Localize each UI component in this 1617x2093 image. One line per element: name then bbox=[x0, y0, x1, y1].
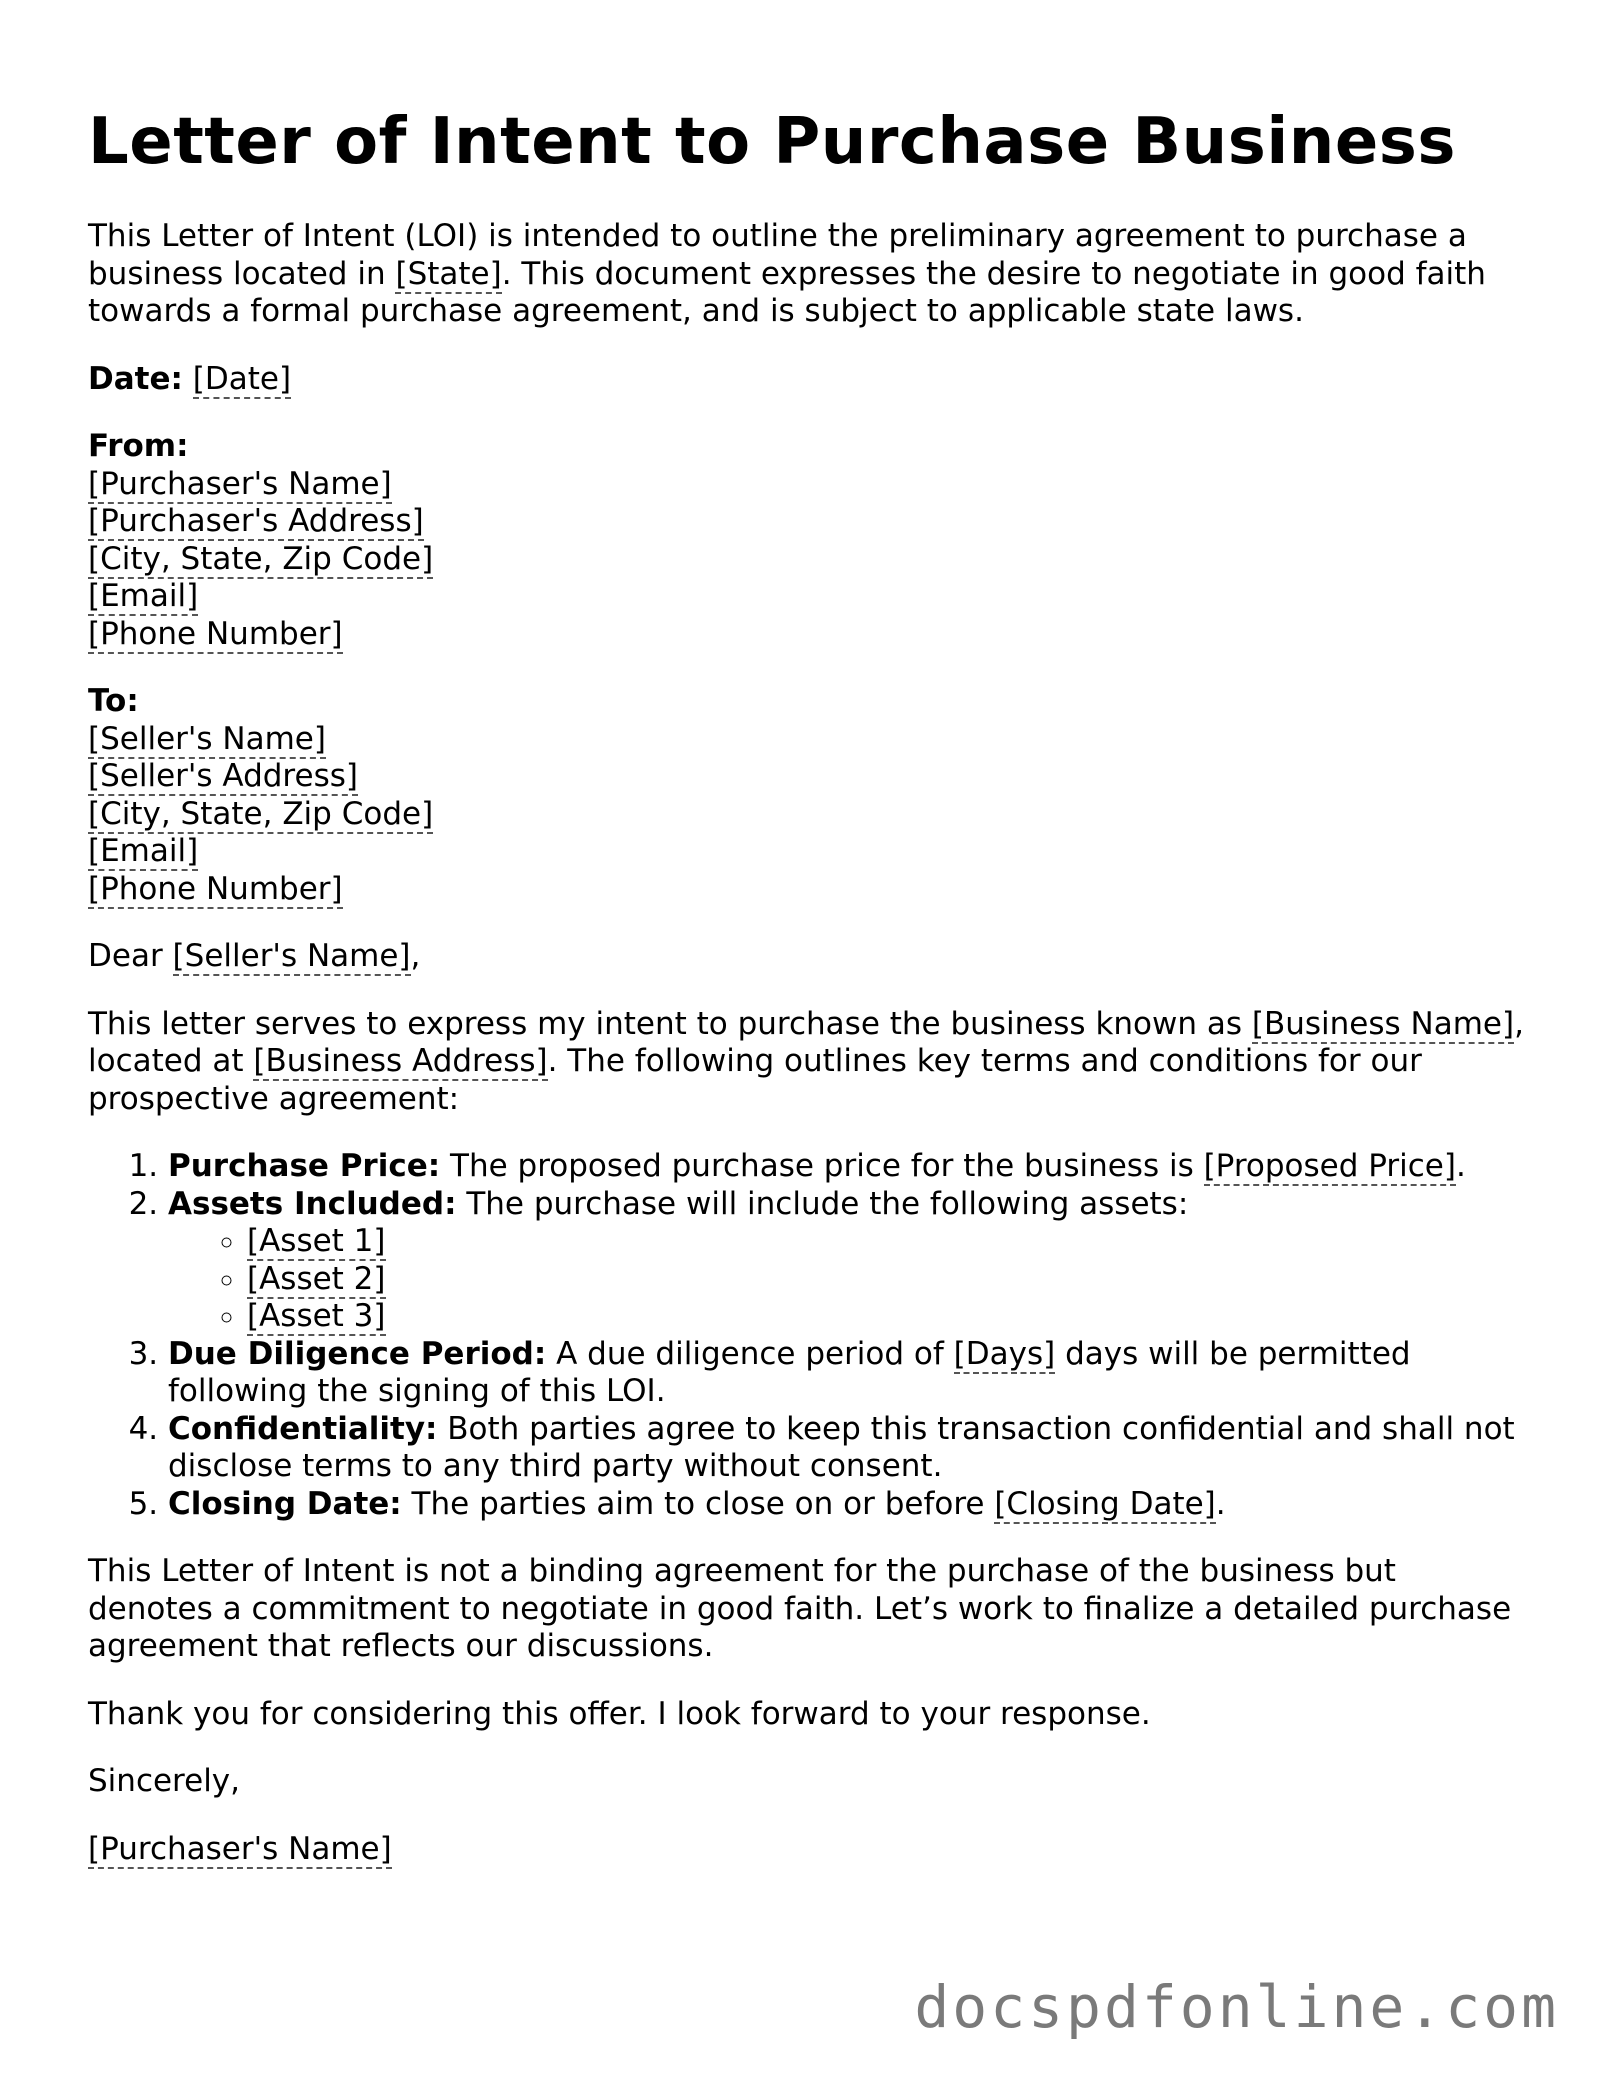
non-binding-paragraph: This Letter of Intent is not a binding agreement for the purchase of the business but denotes a commitment to negotiate in good faith. Let’s work to finalize a detailed purchase agreement that reflects our discussions. bbox=[88, 1553, 1512, 1664]
date-line bbox=[88, 361, 1528, 399]
state-placeholder[interactable]: [State] bbox=[395, 255, 502, 292]
term-purchase-price: 1. Purchase Price: The proposed purchase price for the business is [Proposed Price]. bbox=[168, 1148, 1528, 1186]
purchaser-city-placeholder[interactable]: [City, State, Zip Code] bbox=[88, 540, 434, 577]
date-placeholder[interactable]: [Date] bbox=[192, 360, 292, 397]
asset-2-placeholder[interactable]: [Asset 2] bbox=[247, 1260, 386, 1297]
signature-placeholder[interactable]: [Purchaser's Name] bbox=[88, 1830, 392, 1867]
watermark: docspdfonline.com bbox=[914, 1973, 1559, 2041]
from-block bbox=[88, 428, 1528, 653]
list-item bbox=[247, 1261, 1528, 1299]
closing-word: Sincerely, bbox=[88, 1763, 241, 1799]
date-label: Date: bbox=[88, 360, 183, 397]
salutation-seller-placeholder[interactable]: [Seller's Name] bbox=[172, 938, 411, 974]
seller-phone-placeholder[interactable]: [Phone Number] bbox=[88, 870, 343, 907]
from-label: From: bbox=[88, 428, 189, 464]
list-item bbox=[247, 1223, 1528, 1261]
seller-city-placeholder[interactable]: [City, State, Zip Code] bbox=[88, 795, 434, 832]
purchaser-email-placeholder[interactable]: [Email] bbox=[88, 578, 199, 614]
purchaser-name-placeholder[interactable]: [Purchaser's Name] bbox=[88, 465, 392, 502]
business-address-placeholder[interactable]: [Business Address] bbox=[253, 1043, 548, 1079]
salutation: Dear [Seller's Name], bbox=[88, 938, 421, 974]
to-label: To: bbox=[88, 683, 139, 719]
term-assets-included: 2. Assets Included: The purchase will include the following assets: ◦ [Asset 1] ◦ [Asset 2] ◦ [Asset 3] bbox=[168, 1186, 1528, 1336]
seller-address-placeholder[interactable]: [Seller's Address] bbox=[88, 758, 358, 794]
purchaser-phone-placeholder[interactable]: [Phone Number] bbox=[88, 615, 343, 652]
proposed-price-placeholder[interactable]: [Proposed Price] bbox=[1203, 1148, 1456, 1184]
to-block bbox=[88, 683, 1528, 908]
closing-date-placeholder[interactable]: [Closing Date] bbox=[994, 1485, 1216, 1522]
purchaser-address-placeholder[interactable]: [Purchaser's Address] bbox=[88, 503, 424, 539]
intro-paragraph: This Letter of Intent (LOI) is intended to outline the preliminary agreement to purchase a business located in [State]. This document expresses the desire to negotiate in good faith towards a formal purchase agreement, and is subject to applicable state laws. bbox=[88, 218, 1486, 329]
asset-3-placeholder[interactable]: [Asset 3] bbox=[247, 1298, 386, 1334]
thanks-paragraph: Thank you for considering this offer. I look forward to your response. bbox=[88, 1695, 1151, 1732]
letter-page bbox=[88, 104, 1528, 1898]
assets-list bbox=[168, 1223, 1528, 1336]
terms-list bbox=[88, 1148, 1528, 1523]
business-name-placeholder[interactable]: [Business Name] bbox=[1251, 1005, 1515, 1042]
days-placeholder[interactable]: [Days] bbox=[953, 1335, 1056, 1372]
term-due-diligence: 3. Due Diligence Period: A due diligence period of [Days] days will be permitted following the signing of this LOI. bbox=[168, 1336, 1528, 1411]
asset-1-placeholder[interactable]: [Asset 1] bbox=[247, 1223, 386, 1259]
seller-email-placeholder[interactable]: [Email] bbox=[88, 833, 199, 869]
signature-line bbox=[88, 1831, 1528, 1869]
term-closing-date: 5. Closing Date: The parties aim to close on or before [Closing Date]. bbox=[168, 1486, 1528, 1524]
body-paragraph: This letter serves to express my intent to purchase the business known as [Business Name], located at [Business Address]. The following outlines key terms and conditions for our prospective agreement: bbox=[88, 1005, 1524, 1117]
term-confidentiality: 4. Confidentiality: Both parties agree to keep this transaction confidential and shall not disclose terms to any third party without consent. bbox=[168, 1411, 1528, 1486]
document-title: Letter of Intent to Purchase Business bbox=[88, 105, 1456, 179]
seller-name-placeholder[interactable]: [Seller's Name] bbox=[88, 720, 326, 757]
list-item bbox=[247, 1298, 1528, 1336]
